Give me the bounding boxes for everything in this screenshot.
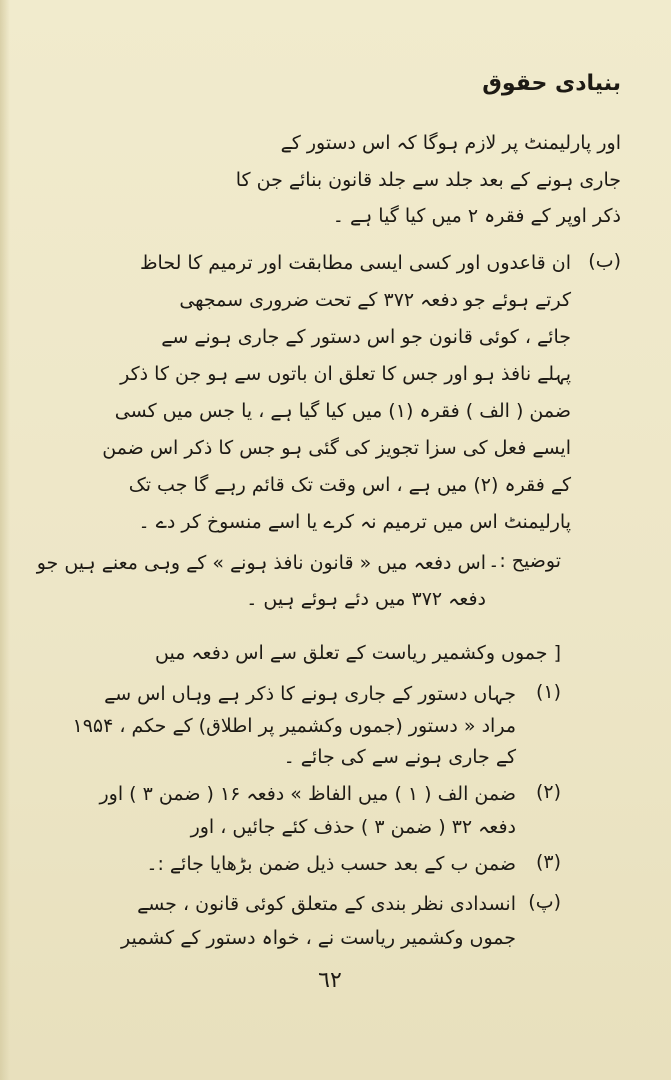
text-line: ان قاعدوں اور کسی ایسی مطابقت اور ترمیم کا لحاظ: [139, 252, 571, 274]
text-line: مراد « دستور (جموں وکشمیر پر اطلاق) کے حکم ، ۱۹۵۴: [72, 715, 516, 737]
text-line: ضمن ب کے بعد حسب ذیل ضمن بڑھایا جائے :۔: [146, 853, 516, 875]
page-number: ٦٢: [318, 968, 342, 993]
section-heading: [ جموں وکشمیر ریاست کے تعلق سے اس دفعہ میں: [155, 642, 561, 664]
clause-label: (ب): [588, 250, 621, 272]
text-line: پارلیمنٹ اس میں ترمیم نہ کرے یا اسے منسوخ کر دے ۔: [138, 511, 571, 533]
text-line: دفعہ ۳۲ ( ضمن ۳ ) حذف کئے جائیں ، اور: [190, 816, 516, 838]
running-header: بنیادی حقوق: [482, 71, 621, 96]
text-line: پہلے نافذ ہو اور جس کا تعلق ان باتوں سے ہو جن کا ذکر: [120, 363, 571, 385]
item-number: (۲): [535, 781, 561, 803]
text-line: جموں وکشمیر ریاست نے ، خواہ دستور کے کشمیر: [120, 927, 516, 949]
text-line: ذکر اوپر کے فقرہ ۲ میں کیا گیا ہے ۔: [332, 205, 621, 227]
text-line: جائے ، کوئی قانون جو اس دستور کے جاری ہونے سے: [161, 326, 571, 348]
text-line: ضمن الف ( ۱ ) میں الفاظ » دفعہ ۱۶ ( ضمن ۳ ) اور: [99, 783, 516, 805]
text-line: کرتے ہوئے جو دفعہ ۳۷۲ کے تحت ضروری سمجھی: [179, 289, 571, 311]
text-line: ایسے فعل کی سزا تجویز کی گئی ہو جس کا ذکر اس ضمن: [102, 437, 571, 459]
item-number: (۱): [535, 681, 561, 703]
text-line: انسدادی نظر بندی کے متعلق کوئی قانون ، جسے: [137, 893, 516, 915]
text-line: دفعہ ۳۷۲ میں دئے ہوئے ہیں ۔: [246, 588, 486, 610]
clause-label: (پ): [528, 891, 561, 913]
text-line: اور پارلیمنٹ پر لازم ہوگا کہ اس دستور کے: [280, 132, 621, 154]
text-line: جاری ہونے کے بعد جلد سے جلد قانون بنائے جن کا: [235, 169, 621, 191]
explanation-label: توضیح :۔: [488, 550, 561, 572]
item-number: (۳): [535, 851, 561, 873]
text-line: اس دفعہ میں « قانون نافذ ہونے » کے وہی معنے ہیں جو: [36, 552, 486, 574]
text-line: کے فقرہ (۲) میں ہے ، اس وقت تک قائم رہے گا جب تک: [128, 474, 571, 496]
text-line: ضمن ( الف ) فقرہ (۱) میں کیا گیا ہے ، یا جس میں کسی: [114, 400, 571, 422]
text-line: جہاں دستور کے جاری ہونے کا ذکر ہے وہاں اس سے: [104, 683, 516, 705]
text-line: کے جاری ہونے سے کی جائے ۔: [283, 746, 516, 768]
